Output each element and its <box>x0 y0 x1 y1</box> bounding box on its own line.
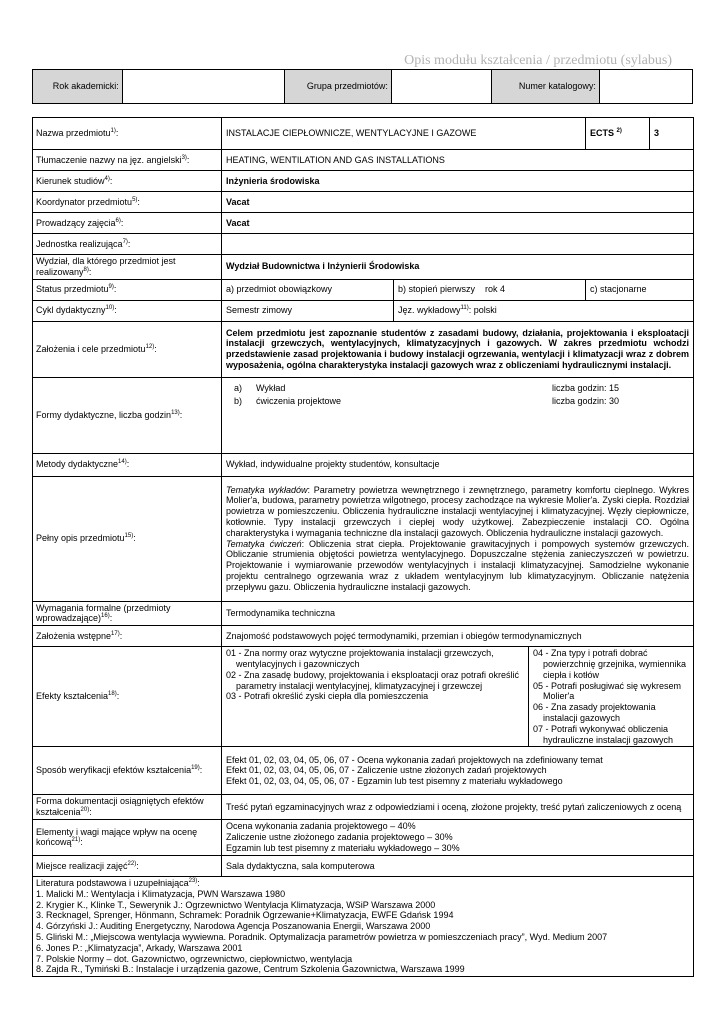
prow-value: Vacat <box>222 213 694 234</box>
row-zalozenia-wstepne <box>33 626 694 647</box>
elem-label: Elementy i wagi mające wpływ na ocenę końcową$^{21)}$: <box>33 819 222 855</box>
literatura-cell <box>33 876 694 976</box>
row-status <box>33 279 694 300</box>
row-cykl <box>33 300 694 321</box>
row-kierunek <box>33 171 694 192</box>
row-metody <box>33 453 694 476</box>
row-miejsce <box>33 855 694 876</box>
metody-label: Metody dydaktyczne$^{14)}$: <box>33 453 222 476</box>
lit-item: 2. Krygier K., Klinke T., Sewerynik J.: Ogrzewnictwo Wentylacja Klimatyzacja, WSiP Warszawa 2000 <box>36 899 436 910</box>
efekt-item: 06 - Zna zasady projektowania instalacji gazowych <box>533 702 656 723</box>
cykl-value: Semestr zimowy <box>222 300 394 321</box>
lit-label: Literatura podstawowa i uzupełniająca$^{23)}$: <box>36 877 200 888</box>
pelny-label: Pełny opis przedmiotu$^{15)}$: <box>33 476 222 601</box>
row-koordynator <box>33 192 694 213</box>
forma-label: Forma dokumentacji osiągniętych efektów kształcenia$^{20)}$: <box>33 795 222 820</box>
prow-label: Prowadzący zajęcia$^{6)}$: <box>33 213 222 234</box>
row-wydzial <box>33 255 694 280</box>
row-pelny-opis <box>33 476 694 601</box>
cykl-label: Cykl dydaktyczny$^{10)}$: <box>33 300 222 321</box>
tlum-value: HEATING, WENTILATION AND GAS INSTALLATIONS <box>222 150 694 171</box>
jezyk-cell: Jęz. wykładowy$^{11)}$: polski <box>394 300 694 321</box>
lit-item: 7. Polskie Normy – dot. Gazownictwo, ogrzewnictwo, ciepłownictwo, wentylacja <box>36 953 353 964</box>
efekty-right <box>529 647 694 747</box>
nazwa-value: INSTALACJE CIEPŁOWNICZE, WENTYLACYJNE I GAZOWE <box>222 118 586 150</box>
efekt-item: 07 - Potrafi wykonywać obliczenia hydrauliczne instalacji gazowych <box>533 723 674 745</box>
top-info-bar <box>32 69 693 104</box>
rok-label: Rok akademicki: <box>33 70 123 104</box>
formy-value <box>222 377 694 453</box>
status-a: a) przedmiot obowiązkowy <box>222 279 394 300</box>
row-wymagania <box>33 601 694 626</box>
sposob-value: Efekt 01, 02, 03, 04, 05, 06, 07 - Ocena wykonania zadań projektowych na zdefiniowany temat Efekt 01, 02, 03, 04, 05, 06, 07 - Zaliczenie ustne złożonych zadań projektowych Efekt 01, 02, 03, 04, 05, 06, 07 - Egzamin lub test pisemny z materiału wykładowego <box>222 747 694 795</box>
ects-value: 3 <box>650 118 694 150</box>
elem-value: Ocena wykonania zadania projektowego – 40% Zaliczenie ustne złożonego zadania projektowego – 30% Egzamin lub test pisemny z materiału wykładowego – 30% <box>222 819 694 855</box>
jedn-value <box>222 234 694 255</box>
row-zalozenia <box>33 321 694 377</box>
forma-value: Treść pytań egzaminacyjnych wraz z odpowiedziami i oceną, złożone projekty, treść pytań zaliczeniowych z oceną <box>222 795 694 820</box>
kier-label: Kierunek studiów$^{4)}$: <box>33 171 222 192</box>
koord-label: Koordynator przedmiotu$^{5)}$: <box>33 192 222 213</box>
koord-value: Vacat <box>222 192 694 213</box>
status-c: c) stacjonarne <box>586 279 694 300</box>
lit-item: 6. Jones P.: „Klimatyzacja”, Arkady, Warszawa 2001 <box>36 942 243 953</box>
document-title: Opis modułu kształcenia / przedmiotu (sylabus) <box>404 53 672 68</box>
row-jednostka <box>33 234 694 255</box>
lit-item: 5. Gliński M.: „Miejscowa wentylacja wywiewna. Poradnik. Optymalizacja parametrów powietrza w pomieszczeniach pracy”, Wyd. Medium 2007 <box>36 931 608 942</box>
efekt-item: 02 - Zna zasadę budowy, projektowania i eksploatacji oraz potrafi określić parametry instalacji wentylacyjnej, klimatyzacyjnej i grzewczej <box>226 669 519 691</box>
zal-value: Celem przedmiotu jest zapoznanie studentów z zasadami budowy, działania, projektowania i eksploatacji instalacji grzewczych, wentylacyjnych, klimatyzacyjnych i gazowych. W zakres przedmiotu wchodzi przedstawienie zasad projektowania i budowy instalacji ogrzewania, wentylacji i klimatyzacji wraz z dobrem wyposażenia, ogólna charakterystyka instalacji gazowych wraz z obliczeniami hydraulicznymi instalacji. <box>222 321 694 377</box>
efekty-label: Efekty kształcenia$^{18)}$: <box>33 647 222 747</box>
nazwa-label: Nazwa przedmiotu$^{1)}$: <box>33 118 222 150</box>
pelny-value: Tematyka wykładów: Parametry powietrza wewnętrznego i zewnętrznego, parametry komfortu cieplnego. Wykres Molier'a, budowa, parametry powietrza wilgotnego, procesy zachodzące na wykresie Molier'a. Zyski ciepła. Rozdział powietrza w pomieszczeniu. Obliczenia hydrauliczne instalacji wentylacyjnej i klimatyzacyjnej. Węzły ciepłownicze, kotłownie. Typy instalacji grzewczych i ciepłej wody użytkowej. Zabezpieczenie instalacji CO. Ogólna charakterystyka i wymagania techniczne dla instalacji gazowych. Obliczenia hydrauliczne instalacji gazowych. Tematyka ćwiczeń: Obliczenia strat ciepła. Projektowanie grawitacyjnych i pompowych systemów grzewczych. Obliczanie strumienia objętości powietrza wentylacyjnego. Dopuszczalne stężenia zanieczyszczeń w powietrzu. Projektowanie i wymiarowanie przewodów wentylacyjnych i instalacji klimatyzacyjnej. Samodzielne wykonanie projektu centralnego ogrzewania wraz z układem wentylacyjnym lub klimatyzacyjnym. Obliczanie natężenia przepływu gazu. Obliczenia hydrauliczne instalacji gazowych. <box>222 476 694 601</box>
miejsce-label: Miejsce realizacji zajęć$^{22)}$: <box>33 855 222 876</box>
lit-item: 4. Górzyński J.: Auditing Energetyczny, Narodowa Agencja Poszanowania Energii, Warszawa 2000 <box>36 921 431 932</box>
jedn-label: Jednostka realizująca$^{7)}$: <box>33 234 222 255</box>
efekt-item: 01 - Zna normy oraz wytyczne projektowania instalacji grzewczych, wentylacyjnych i gazowniczych <box>226 648 494 669</box>
metody-value: Wykład, indywidualne projekty studentów, konsultacje <box>222 453 694 476</box>
zalw-label: Założenia wstępne$^{17)}$: <box>33 626 222 647</box>
efekty-left <box>222 647 529 747</box>
efekt-item: 05 - Potrafi posługiwać się wykresem Molier'a <box>533 680 682 702</box>
wym-label: Wymagania formalne (przedmioty wprowadzające)$^{16)}$: <box>33 601 222 626</box>
formy-label: Formy dydaktyczne, liczba godzin$^{13)}$: <box>33 377 222 453</box>
status-b: b) stopień pierwszy rok 4 <box>394 279 586 300</box>
row-tlumaczenie <box>33 150 694 171</box>
efekt-item: 04 - Zna typy i potrafi dobrać powierzchnię grzejnika, wymiennika ciepła i kotłów <box>533 648 687 680</box>
lit-item: 8. Zajda R., Tymiński B.: Instalacje i urządzenia gazowe, Centrum Szkolenia Gazownictwa, Warszawa 1999 <box>36 964 465 975</box>
wydz-value: Wydział Budownictwa i Inżynierii Środowiska <box>222 255 694 280</box>
zalw-value: Znajomość podstawowych pojęć termodynamiki, przemian i obiegów termodynamicznych <box>222 626 694 647</box>
row-literatura <box>33 876 694 976</box>
forma-item: b) ćwiczenia projektowe liczba godzin: 30 <box>234 396 620 407</box>
row-sposob <box>33 747 694 795</box>
forma-item: a) Wykład liczba godzin: 15 <box>234 382 620 393</box>
row-nazwa <box>33 118 694 150</box>
efekt-item: 03 - Potrafi określić zyski ciepła dla pomieszczenia <box>226 691 429 702</box>
zal-label: Założenia i cele przedmiotu$^{12)}$: <box>33 321 222 377</box>
wydz-label: Wydział, dla którego przedmiot jest realizowany$^{8)}$: <box>33 255 222 280</box>
row-efekty <box>33 647 694 747</box>
numer-label: Numer katalogowy: <box>491 70 599 104</box>
sposob-label: Sposób weryfikacji efektów kształcenia$^{19)}$: <box>33 747 222 795</box>
lit-item: 3. Recknagel, Sprenger, Hönmann, Schramek: Poradnik Ogrzewanie+Klimatyzacja, EWFE Gdańsk 1994 <box>36 910 454 921</box>
row-forma-dokumentacji <box>33 795 694 820</box>
ects-label: ECTS $^{2)}$ <box>586 118 650 150</box>
status-label: Status przedmiotu$^{9)}$: <box>33 279 222 300</box>
grupa-label: Grupa przedmiotów: <box>285 70 391 104</box>
row-prowadzacy <box>33 213 694 234</box>
wym-value: Termodynamika techniczna <box>222 601 694 626</box>
miejsce-value: Sala dydaktyczna, sala komputerowa <box>222 855 694 876</box>
tlum-label: Tłumaczenie nazwy na jęz. angielski$^{3)}$: <box>33 150 222 171</box>
row-formy <box>33 377 694 453</box>
rok-value <box>122 70 285 104</box>
row-elementy <box>33 819 694 855</box>
kier-value: Inżynieria środowiska <box>222 171 694 192</box>
lit-item: 1. Malicki M.: Wentylacja i Klimatyzacja, PWN Warszawa 1980 <box>36 888 286 899</box>
syllabus-table <box>32 117 694 977</box>
grupa-value <box>391 70 491 104</box>
numer-value <box>599 70 692 104</box>
